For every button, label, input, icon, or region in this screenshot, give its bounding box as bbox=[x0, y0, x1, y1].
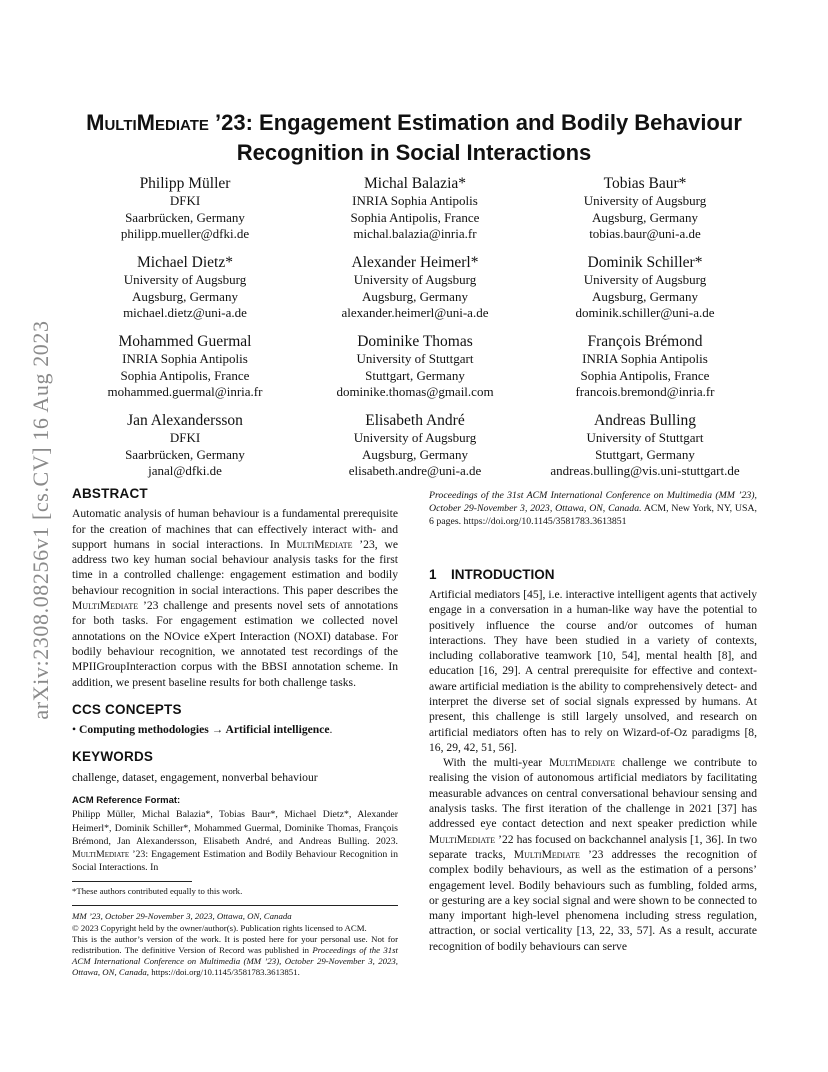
author-location: Stuttgart, Germany bbox=[595, 446, 695, 462]
venue-line: MM ’23, October 29-November 3, 2023, Ottawa, ON, Canada bbox=[72, 911, 292, 922]
title-line2: Recognition in Social Interactions bbox=[236, 140, 592, 165]
intro-p2-a: With the multi-year bbox=[443, 756, 550, 770]
author-email[interactable]: andreas.bulling@vis.uni-stuttgart.de bbox=[550, 463, 740, 478]
ccs-bullet: • bbox=[72, 723, 79, 737]
copyright-line: © 2023 Copyright held by the owner/author(s). Publication rights licensed to ACM. bbox=[72, 922, 367, 933]
copyright-block bbox=[72, 911, 398, 978]
author-entry bbox=[530, 411, 760, 490]
version-note-b: , https://doi.org/10.1145/3581783.3613851. bbox=[146, 967, 300, 978]
author-affiliation: INRIA Sophia Antipolis bbox=[582, 351, 708, 366]
author-location: Stuttgart, Germany bbox=[365, 367, 465, 383]
keywords-heading: KEYWORDS bbox=[72, 749, 154, 765]
intro-p2-mm1: MultiMediate bbox=[549, 756, 616, 770]
section-title: INTRODUCTION bbox=[451, 566, 555, 582]
paper-title bbox=[60, 108, 768, 168]
author-name: François Brémond bbox=[587, 333, 703, 350]
author-location: Saarbrücken, Germany bbox=[125, 446, 245, 462]
author-location: Sophia Antipolis, France bbox=[580, 367, 710, 383]
author-row bbox=[70, 332, 760, 411]
author-location: Sophia Antipolis, France bbox=[120, 367, 250, 383]
author-affiliation: University of Augsburg bbox=[583, 272, 707, 287]
left-column bbox=[72, 486, 398, 979]
author-name: Dominike Thomas bbox=[357, 333, 473, 350]
author-affiliation: University of Augsburg bbox=[123, 272, 247, 287]
author-row bbox=[70, 411, 760, 490]
author-email[interactable]: michael.dietz@uni-a.de bbox=[123, 305, 247, 320]
abstract-heading: ABSTRACT bbox=[72, 486, 148, 501]
acm-ref-italic: Proceedings of the 31st ACM International Conference on Multimedia (MM ’23), October 29-November 3, 2023, Ottawa, ON, Canada. bbox=[429, 490, 757, 515]
version-note bbox=[72, 934, 398, 979]
acm-ref-text bbox=[72, 808, 398, 874]
author-name: Dominik Schiller* bbox=[587, 254, 703, 271]
author-affiliation: University of Augsburg bbox=[353, 430, 477, 445]
author-email[interactable]: mohammed.guermal@inria.fr bbox=[107, 384, 263, 399]
author-entry bbox=[300, 174, 530, 253]
author-entry bbox=[530, 332, 760, 411]
acm-ref-part-c: ACM, New York, NY, USA, 6 pages. https://doi.org/10.1145/3581783.3613851 bbox=[429, 503, 757, 528]
author-affiliation: University of Stuttgart bbox=[356, 351, 474, 366]
copyright-rule bbox=[72, 905, 398, 906]
author-name: Jan Alexandersson bbox=[127, 412, 243, 429]
author-location: Augsburg, Germany bbox=[592, 288, 698, 304]
abstract-mm2: MultiMediate bbox=[72, 599, 139, 613]
title-prefix: MultiMediate bbox=[86, 110, 209, 135]
author-row bbox=[70, 253, 760, 332]
author-entry bbox=[300, 411, 530, 490]
author-affiliation: University of Augsburg bbox=[353, 272, 477, 287]
ccs-concept: Computing methodologies → Artificial intelligence bbox=[78, 723, 330, 737]
author-name: Philipp Müller bbox=[139, 175, 231, 192]
author-affiliation: DFKI bbox=[169, 193, 201, 208]
author-name: Tobias Baur* bbox=[603, 175, 687, 192]
author-entry bbox=[70, 411, 300, 490]
abstract-part-b: ’23, we address two key human social behaviour analysis tasks for the first time in a controlled challenge: engagement estimation and bodily behaviour recognition in social interactions. This paper describes the bbox=[72, 537, 398, 597]
author-affiliation: INRIA Sophia Antipolis bbox=[122, 351, 248, 366]
acm-ref-part-b: ’23: Engagement Estimation and Bodily Behaviour Recognition in Social Interactions. In bbox=[72, 848, 398, 874]
author-email[interactable]: francois.bremond@inria.fr bbox=[575, 384, 715, 399]
ccs-end: . bbox=[329, 723, 333, 737]
author-affiliation: INRIA Sophia Antipolis bbox=[352, 193, 478, 208]
author-name: Mohammed Guermal bbox=[118, 333, 252, 350]
abstract-mm1: MultiMediate bbox=[286, 537, 353, 551]
author-email[interactable]: dominike.thomas@gmail.com bbox=[336, 384, 494, 399]
acm-ref-heading: ACM Reference Format: bbox=[72, 795, 181, 807]
author-row bbox=[70, 174, 760, 253]
author-affiliation: University of Stuttgart bbox=[586, 430, 704, 445]
title-rest: ’23: Engagement Estimation and Bodily Behaviour bbox=[208, 110, 742, 135]
ccs-concepts bbox=[72, 722, 398, 737]
author-location: Augsburg, Germany bbox=[592, 209, 698, 225]
intro-p2-b: challenge we contribute to realising the vision of autonomous artificial mediators by facilitating measurable advances on central conversational behaviour sensing and analysis tasks. The first iteration of the challenge in 2021 [37] has addressed eye contact detection and next speaker prediction while bbox=[429, 756, 757, 831]
arxiv-identifier bbox=[26, 280, 56, 760]
author-entry bbox=[300, 332, 530, 411]
author-entry bbox=[300, 253, 530, 332]
author-email[interactable]: elisabeth.andre@uni-a.de bbox=[348, 463, 482, 478]
intro-paragraph-1: Artificial mediators [45], i.e. interactive intelligent agents that actively engage in a conversation in a human-like way have the potential to positively influence the course and/or outcomes of human interactions. They have been studied in a variety of contexts, including collaborative teamwork [10, 54], mental health [8], and education [16, 29]. A central prerequisite for effective and context-aware artificial mediation is the ability to comprehensively detect- and interpret the diverse set of social signals expressed by humans. At present, this challenge is still largely unsolved, and research on artificial mediators often has to rely on Wizard-of-Oz paradigms [8, 16, 29, 42, 51, 56]. bbox=[429, 587, 757, 754]
author-location: Sophia Antipolis, France bbox=[350, 209, 480, 225]
author-name: Michael Dietz* bbox=[137, 254, 233, 271]
author-location: Saarbrücken, Germany bbox=[125, 209, 245, 225]
abstract-part-c: ’23 challenge and presents novel sets of annotations for both tasks. For engagement estimation we collected novel annotations on the NOvice eXpert Interaction (NOXI) database. For bodily behaviour recognition, we annotated test recordings of the MPIIGroupInteraction corpus with the BBSI annotation scheme. In addition, we present baseline results for both challenge tasks. bbox=[72, 599, 398, 689]
author-name: Michal Balazia* bbox=[364, 175, 466, 192]
acm-ref-mm: MultiMediate bbox=[72, 848, 130, 860]
intro-p2-mm2: MultiMediate bbox=[429, 832, 496, 846]
footnote: *These authors contributed equally to this work. bbox=[72, 886, 243, 897]
section-number: 1 bbox=[429, 566, 437, 582]
footnote-rule bbox=[72, 881, 192, 882]
author-name: Elisabeth André bbox=[365, 412, 465, 429]
arxiv-id-text: arXiv:2308.08256v1 [cs.CV] 16 Aug 2023 bbox=[28, 320, 53, 720]
ccs-heading: CCS CONCEPTS bbox=[72, 701, 182, 717]
author-location: Augsburg, Germany bbox=[362, 288, 468, 304]
intro-paragraph-2 bbox=[429, 755, 757, 954]
right-column bbox=[429, 489, 757, 954]
author-location: Augsburg, Germany bbox=[362, 446, 468, 462]
keywords-text: challenge, dataset, engagement, nonverbal behaviour bbox=[72, 770, 318, 784]
abstract-text bbox=[72, 506, 398, 690]
section-heading-introduction bbox=[429, 567, 757, 582]
author-entry bbox=[530, 253, 760, 332]
author-entry bbox=[70, 253, 300, 332]
author-affiliation: University of Augsburg bbox=[583, 193, 707, 208]
author-entry bbox=[70, 332, 300, 411]
author-email[interactable]: michal.balazia@inria.fr bbox=[353, 226, 477, 241]
intro-p2-d: ’23 addresses the recognition of complex bodily behaviours, as well as the estimation of a persons’ engagement level. Bodily behaviours such as fumbling, folded arms, or gesturing are a key social signal and were shown to be connected to many important high-level phenomena including stress regulation, attraction, or social verticality [13, 22, 33, 57]. As a result, accurate recognition of bodily behaviours can serve bbox=[429, 847, 757, 953]
abstract-part-a: Automatic analysis of human behaviour is a fundamental prerequisite for the creation of machines that can effectively interact with- and support humans in social interactions. In bbox=[72, 507, 398, 551]
author-name: Alexander Heimerl* bbox=[351, 254, 479, 271]
version-note-a: This is the author’s version of the work. It is posted here for your personal use. Not for redistribution. The definitive Version of Record was published in bbox=[72, 933, 398, 955]
author-email[interactable]: tobias.baur@uni-a.de bbox=[589, 226, 701, 241]
author-block bbox=[70, 174, 760, 490]
author-email[interactable]: dominik.schiller@uni-a.de bbox=[575, 305, 715, 320]
author-entry bbox=[70, 174, 300, 253]
author-name: Andreas Bulling bbox=[593, 412, 697, 429]
author-affiliation: DFKI bbox=[169, 430, 201, 445]
author-email[interactable]: alexander.heimerl@uni-a.de bbox=[341, 305, 489, 320]
acm-ref-part-a: Philipp Müller, Michal Balazia*, Tobias Baur*, Michael Dietz*, Alexander Heimerl*, Dominik Schiller*, Mohammed Guermal, Dominike Thomas, François Brémond, Jan Alexandersson, Elisabeth André, and Andreas Bulling. 2023. bbox=[72, 809, 398, 847]
author-location: Augsburg, Germany bbox=[132, 288, 238, 304]
author-entry bbox=[530, 174, 760, 253]
intro-p2-c: ’22 has focused on backchannel analysis [1, 36]. In two separate tracks, bbox=[429, 832, 757, 861]
intro-p2-mm3: MultiMediate bbox=[513, 847, 580, 861]
acm-ref-continuation bbox=[429, 489, 757, 529]
version-note-italic: Proceedings of the 31st ACM International Conference on Multimedia (MM ’23), October 29-November 3, 2023, Ottawa, ON, Canada bbox=[72, 944, 398, 978]
author-email[interactable]: philipp.mueller@dfki.de bbox=[120, 226, 250, 241]
author-email[interactable]: janal@dfki.de bbox=[148, 463, 222, 478]
